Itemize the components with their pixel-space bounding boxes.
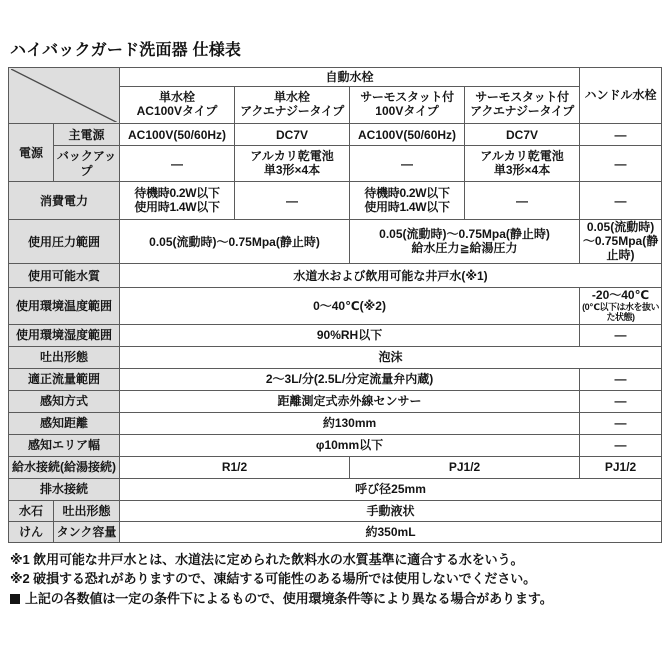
cell-backup-c4 — [465, 146, 580, 182]
cell-temp-c5 — [580, 288, 662, 325]
header-col-thermostat-100v — [350, 86, 465, 123]
cell-backup-c2 — [235, 146, 350, 182]
row-label-humidity-range: 使用環境湿度範囲 — [9, 325, 120, 347]
row-label-sensing-area: 感知エリア幅 — [9, 435, 120, 457]
cell-humidity-c5: — — [580, 325, 662, 347]
table-row-drain-connection — [9, 479, 662, 501]
header-col-line2: アクエナジータイプ — [240, 103, 344, 118]
table-row-main-power — [9, 124, 662, 146]
cell-soap-spout-all: 手動液状 — [120, 501, 662, 522]
cell-line1: 待機時0.2W以下 — [134, 185, 220, 200]
cell-line2: 使用時1.4W以下 — [364, 199, 450, 214]
footnote-2: ※2 破損する恐れがありますので、凍結する可能性のある場所では使用しないでください。 — [10, 571, 537, 587]
table-row-power-consumption — [9, 182, 662, 220]
cell-sensing-area-c1234: φ10mm以下 — [120, 435, 580, 457]
cell-backup-c5: — — [580, 146, 662, 182]
table-row-sensing-type — [9, 391, 662, 413]
table-row-sensing-area — [9, 435, 662, 457]
cell-line2: 給水圧力≧給湯圧力 — [411, 240, 518, 255]
cell-line1: アルカリ乾電池 — [480, 148, 564, 163]
table-row-humidity-range — [9, 325, 662, 347]
table-row-backup — [9, 146, 662, 182]
cell-line2: 使用時1.4W以下 — [134, 199, 220, 214]
table-row-flow-range — [9, 369, 662, 391]
row-label-drain: 排水接続 — [9, 479, 120, 501]
row-label-power: 電源 — [9, 124, 54, 182]
header-col-single-ac100v — [120, 86, 235, 123]
table-row-soap-tank-capacity — [9, 522, 662, 543]
cell-main-power-c3: AC100V(50/60Hz) — [350, 124, 465, 146]
corner-diagonal-cell — [9, 67, 120, 123]
table-header-row-group — [9, 67, 662, 86]
header-col-single-aquaenergy — [235, 86, 350, 123]
cell-pressure-c12: 0.05(流動時)〜0.75Mpa(静止時) — [120, 220, 350, 264]
header-col-line2: 100Vタイプ — [375, 103, 439, 118]
cell-line1: -20〜40℃ — [591, 288, 650, 303]
row-label-water-quality: 使用可能水質 — [9, 264, 120, 288]
cell-sensing-type-c5: — — [580, 391, 662, 413]
table-row-sensing-distance — [9, 413, 662, 435]
row-label-soap-spout-form: 吐出形態 — [54, 501, 120, 522]
row-label-flow-range: 適正流量範囲 — [9, 369, 120, 391]
table-row-soap-spout-form — [9, 501, 662, 522]
cell-main-power-c4: DC7V — [465, 124, 580, 146]
cell-line1: 0.05(流動時) — [586, 220, 655, 235]
row-label-spout-form: 吐出形態 — [9, 347, 120, 369]
cell-sensing-area-c5: — — [580, 435, 662, 457]
cell-main-power-c1: AC100V(50/60Hz) — [120, 124, 235, 146]
cell-consumption-c3 — [350, 182, 465, 220]
cell-line2: 単3形×4本 — [263, 162, 321, 177]
cell-line2: 〜0.75Mpa(静止時) — [582, 233, 659, 262]
cell-spout-form-all: 泡沫 — [120, 347, 662, 369]
row-label-backup: バックアップ — [54, 146, 120, 182]
diagonal-line-icon — [11, 69, 117, 122]
row-label-consumption: 消費電力 — [9, 182, 120, 220]
cell-line2: 単3形×4本 — [493, 162, 551, 177]
cell-line2: (0℃以下は水を抜いた状態) — [582, 302, 659, 323]
row-label-soap-bottom: けん — [9, 522, 54, 543]
row-label-temp-range: 使用環境温度範囲 — [9, 288, 120, 325]
header-group-auto-faucet: 自動水栓 — [120, 67, 580, 86]
footnote-3 — [10, 589, 661, 608]
cell-water-quality-all: 水道水および飲用可能な井戸水(※1) — [120, 264, 662, 288]
bullet-square-icon — [10, 594, 20, 604]
cell-sensing-distance-c5: — — [580, 413, 662, 435]
cell-consumption-c4: — — [465, 182, 580, 220]
cell-humidity-c1234: 90%RH以下 — [120, 325, 580, 347]
cell-main-power-c5: — — [580, 124, 662, 146]
header-col-line1: 単水栓 — [159, 90, 196, 105]
row-label-soap-top: 水石 — [9, 501, 54, 522]
cell-line1: 待機時0.2W以下 — [364, 185, 450, 200]
row-label-water-supply: 給水接続(給湯接続) — [9, 457, 120, 479]
table-row-spout-form — [9, 347, 662, 369]
header-col-handle-faucet: ハンドル水栓 — [580, 67, 662, 123]
row-label-sensing-distance: 感知距離 — [9, 413, 120, 435]
cell-drain-all: 呼び径25mm — [120, 479, 662, 501]
header-col-line1: サーモスタット付 — [360, 90, 454, 105]
header-col-line1: 単水栓 — [274, 90, 311, 105]
header-col-line1: サーモスタット付 — [475, 90, 569, 105]
cell-flow-c1234: 2〜3L/分(2.5L/分定流量弁内蔵) — [120, 369, 580, 391]
cell-consumption-c2: — — [235, 182, 350, 220]
header-col-line2: AC100Vタイプ — [136, 103, 218, 118]
cell-consumption-c5: — — [580, 182, 662, 220]
cell-line1: 0.05(流動時)〜0.75Mpa(静止時) — [379, 226, 550, 241]
cell-water-supply-c34: PJ1/2 — [350, 457, 580, 479]
cell-water-supply-c12: R1/2 — [120, 457, 350, 479]
cell-water-supply-c5: PJ1/2 — [580, 457, 662, 479]
footnote-1: ※1 飲用可能な井戸水とは、水道法に定められた飲料水の水質基準に適合する水をいう。 — [10, 552, 524, 568]
table-row-water-quality — [9, 264, 662, 288]
table-row-temperature-range — [9, 288, 662, 325]
cell-temp-c1234: 0〜40℃(※2) — [120, 288, 580, 325]
header-col-thermostat-aquaenergy — [465, 86, 580, 123]
page-title: ハイバックガード洗面器 仕様表 — [10, 42, 242, 59]
cell-backup-c1: — — [120, 146, 235, 182]
cell-consumption-c1 — [120, 182, 235, 220]
cell-flow-c5: — — [580, 369, 662, 391]
footnotes — [8, 543, 661, 608]
cell-pressure-c5 — [580, 220, 662, 264]
cell-sensing-distance-c1234: 約130mm — [120, 413, 580, 435]
specification-table — [8, 67, 662, 543]
row-label-soap-tank: タンク容量 — [54, 522, 120, 543]
cell-backup-c3: — — [350, 146, 465, 182]
cell-soap-tank-all: 約350mL — [120, 522, 662, 543]
cell-pressure-c34 — [350, 220, 580, 264]
row-label-sensing-type: 感知方式 — [9, 391, 120, 413]
row-label-pressure-range: 使用圧力範囲 — [9, 220, 120, 264]
cell-sensing-type-c1234: 距離測定式赤外線センサー — [120, 391, 580, 413]
table-row-pressure-range — [9, 220, 662, 264]
cell-main-power-c2: DC7V — [235, 124, 350, 146]
cell-line1: アルカリ乾電池 — [250, 148, 334, 163]
header-col-line2: アクエナジータイプ — [470, 103, 574, 118]
row-label-main-power: 主電源 — [54, 124, 120, 146]
table-row-water-supply-connection — [9, 457, 662, 479]
footnote-3-text: 上記の各数値は一定の条件下によるもので、使用環境条件等により異なる場合があります。 — [25, 590, 553, 606]
